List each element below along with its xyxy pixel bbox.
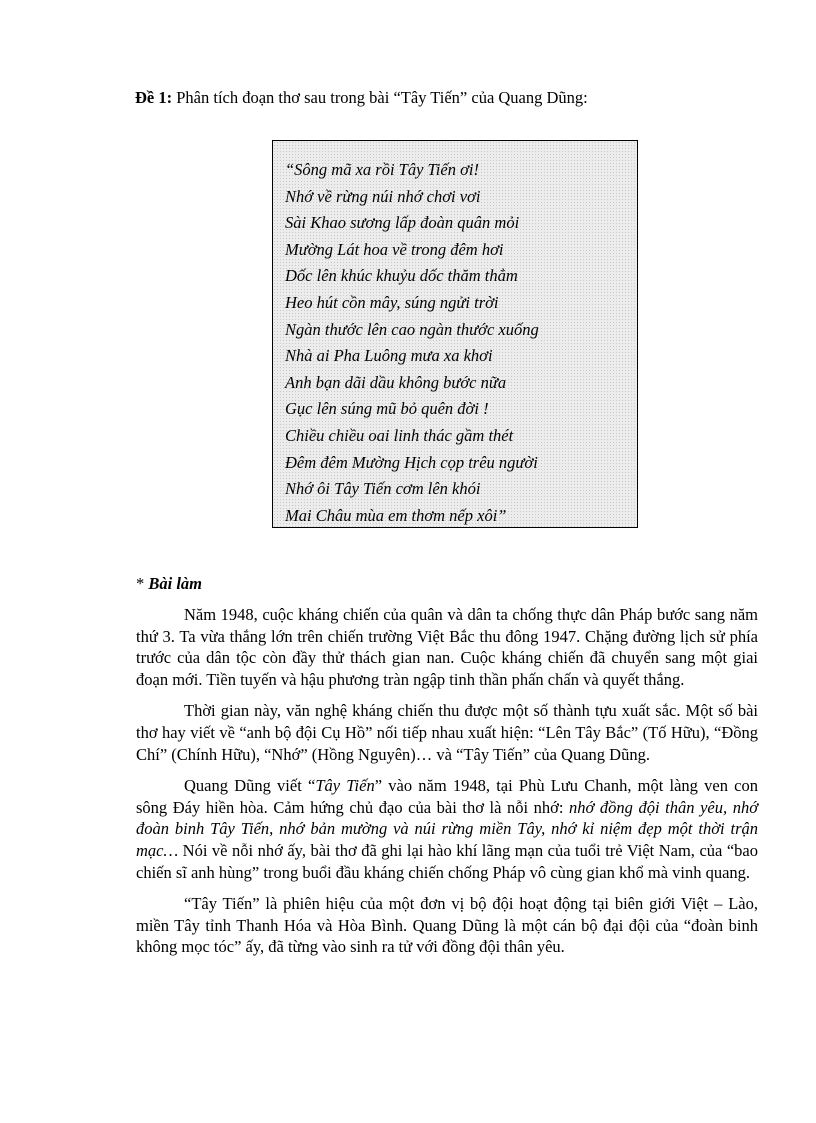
poem-line: Heo hút cồn mây, súng ngửi trời <box>285 292 499 312</box>
paragraph-3-part-c: Nói về nỗi nhớ ấy, bài thơ đã ghi lại hào khí lãng mạn của tuổi trẻ Việt Nam, của “bao chiến sĩ anh hùng” trong buổi đầu kháng chiến chống Pháp vô cùng gian khổ mà vinh quang. <box>136 840 758 882</box>
answer-body <box>136 604 758 968</box>
answer-heading <box>136 574 202 594</box>
poem-line: Mường Lát hoa về trong đêm hơi <box>285 239 504 259</box>
paragraph-3-part-b: ” vào năm 1948, tại Phù Lưu Chanh, một làng ven con sông Đáy hiền hòa. Cảm hứng chủ đạo của bài thơ là nỗi nhớ: <box>136 776 758 817</box>
paragraph-3-poem-title: Tây Tiến <box>315 776 375 796</box>
poem-line: Anh bạn dãi dầu không bước nữa <box>285 372 507 392</box>
poem-line: Ngàn thước lên cao ngàn thước xuống <box>285 319 539 339</box>
poem-line: Chiều chiều oai linh thác gầm thét <box>285 425 514 445</box>
poem-lines <box>285 157 539 529</box>
poem-line: Nhớ về rừng núi nhớ chơi vơi <box>285 186 481 206</box>
question-label: Đề 1: <box>135 88 173 107</box>
poem-line: Đêm đêm Mường Hịch cọp trêu người <box>285 452 538 472</box>
poem-line: “Sông mã xa rồi Tây Tiến ơi! <box>285 160 479 179</box>
paragraph-2: Thời gian này, văn nghệ kháng chiến thu được một số thành tựu xuất sắc. Một số bài thơ hay viết về “anh bộ đội Cụ Hồ” nối tiếp nhau xuất hiện: “Lên Tây Bắc” (Tố Hữu), “Đồng Chí” (Chính Hữu), “Nhớ” (Hồng Nguyên)… và “Tây Tiến” của Quang Dũng. <box>136 701 758 764</box>
poem-line: Nhà ai Pha Luông mưa xa khơi <box>285 346 493 366</box>
paragraph-3-italic: nhớ đồng đội thân yêu, nhớ đoàn binh Tây Tiến, nhớ bản mường và núi rừng miền Tây, nhớ kỉ niệm đẹp một thời trận mạc… <box>136 797 758 860</box>
paragraph-3 <box>136 775 758 883</box>
poem-line: Dốc lên khúc khuỷu dốc thăm thẳm <box>285 266 518 286</box>
poem-line: Nhớ ôi Tây Tiến cơm lên khói <box>285 479 481 499</box>
question-text: Phân tích đoạn thơ sau trong bài “Tây Tiến” của Quang Dũng: <box>176 88 588 107</box>
question-title <box>135 88 695 108</box>
poem-box <box>272 140 638 528</box>
paragraph-1: Năm 1948, cuộc kháng chiến của quân và dân ta chống thực dân Pháp bước sang năm thứ 3. Ta vừa thắng lớn trên chiến trường Việt Bắc thu đông 1947. Chặng đường lịch sử phía trước của dân tộc còn đầy thử thách gian nan. Cuộc kháng chiến đã chuyển sang một giai đoạn mới. Tiền tuyến và hậu phương tràn ngập tinh thần phấn chấn và quyết thắng. <box>136 605 758 689</box>
paragraph-4: “Tây Tiến” là phiên hiệu của một đơn vị bộ đội hoạt động tại biên giới Việt – Lào, miền Tây tỉnh Thanh Hóa và Hòa Bình. Quang Dũng là một cán bộ đại đội của “đoàn binh không mọc tóc” ấy, đã từng vào sinh ra tử với đồng đội thân yêu. <box>136 894 758 957</box>
answer-bullet: * <box>136 574 145 593</box>
answer-heading-text: Bài làm <box>148 574 203 593</box>
poem-line: Sài Khao sương lấp đoàn quân mỏi <box>285 213 520 233</box>
paragraph-3-part-a: Quang Dũng viết “ <box>184 776 316 796</box>
poem-line: Gục lên súng mũ bỏ quên đời ! <box>285 399 489 419</box>
poem-line: Mai Châu mùa em thơm nếp xôi” <box>285 505 507 525</box>
